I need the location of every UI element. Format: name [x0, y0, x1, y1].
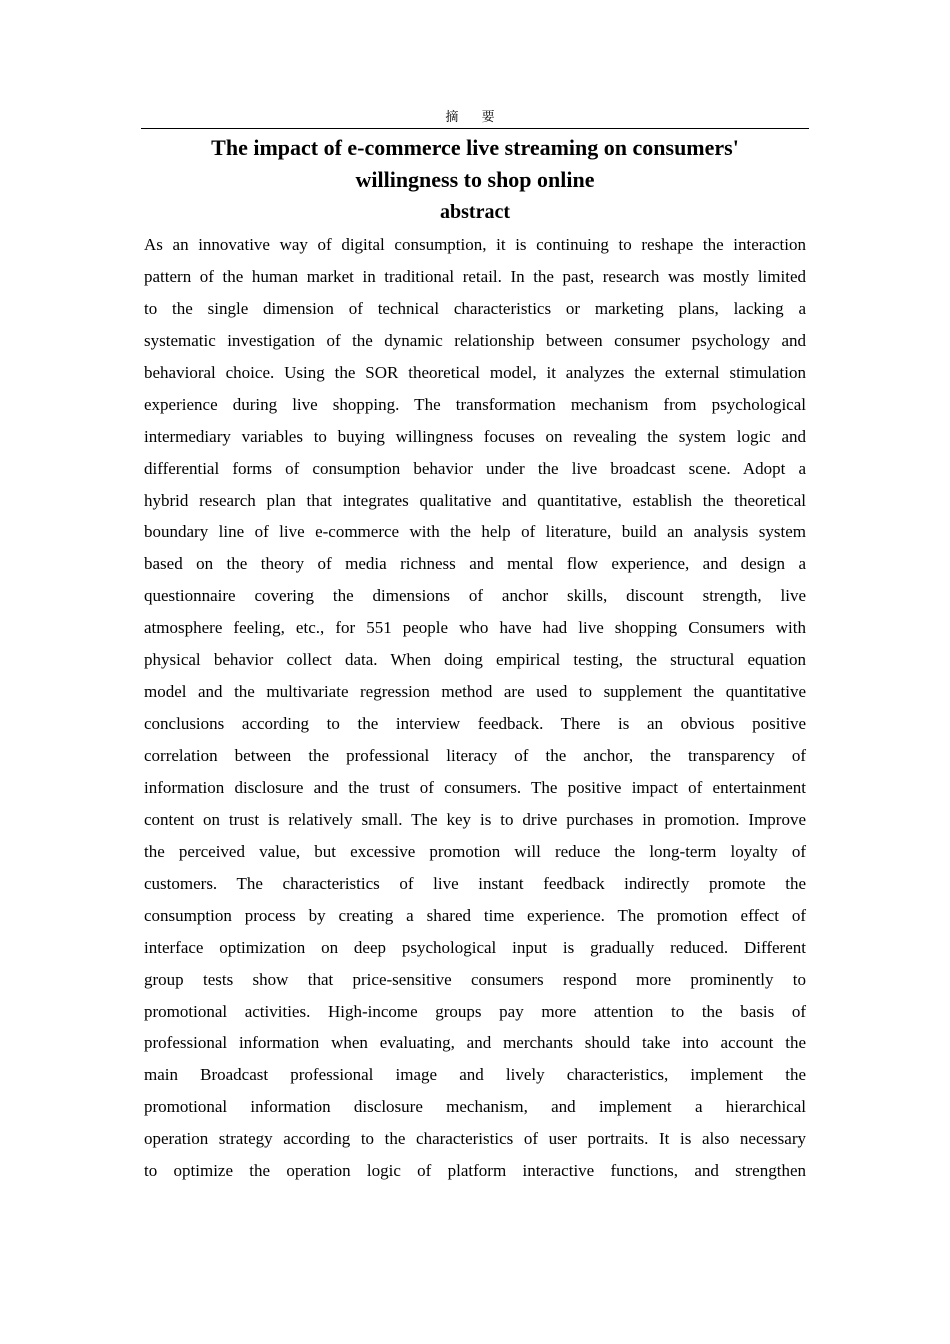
abstract-line: physical behavior collect data. When doing empirical testing, the structural equation: [144, 650, 806, 670]
abstract-line: to the single dimension of technical characteristics or marketing plans, lacking a: [144, 298, 806, 318]
abstract-heading: abstract: [440, 201, 510, 223]
abstract-line: promotional information disclosure mechanism, and implement a hierarchical: [144, 1097, 806, 1117]
abstract-line: conclusions according to the interview feedback. There is an obvious positive: [144, 714, 806, 734]
abstract-line: As an innovative way of digital consumption, it is continuing to reshape the interaction: [144, 235, 806, 254]
abstract-line: atmosphere feeling, etc., for 551 people who have had live shopping Consumers with: [144, 618, 806, 638]
page-title: [141, 132, 809, 196]
abstract-body: [144, 229, 806, 1187]
abstract-line: experience during live shopping. The transformation mechanism from psychological: [144, 394, 806, 414]
abstract-line: professional information when evaluating, and merchants should take into account the: [144, 1033, 806, 1053]
abstract-line: operation strategy according to the characteristics of user portraits. It is also necessary: [144, 1129, 806, 1149]
title-line-2: willingness to shop online: [355, 167, 595, 192]
abstract-line: intermediary variables to buying willingness focuses on revealing the system logic and: [144, 426, 806, 446]
abstract-line: boundary line of live e-commerce with the help of literature, build an analysis system: [144, 522, 806, 542]
abstract-line: consumption process by creating a shared time experience. The promotion effect of: [144, 905, 806, 925]
abstract-line: information disclosure and the trust of consumers. The positive impact of entertainment: [144, 777, 806, 797]
header-label: 摘 要: [445, 109, 505, 124]
header-rule: [141, 128, 809, 129]
abstract-line: questionnaire covering the dimensions of anchor skills, discount strength, live: [144, 586, 806, 606]
abstract-line: the perceived value, but excessive promotion will reduce the long-term loyalty of: [144, 841, 806, 861]
abstract-line: interface optimization on deep psychological input is gradually reduced. Different: [144, 937, 806, 957]
abstract-line: model and the multivariate regression method are used to supplement the quantitative: [144, 682, 806, 702]
abstract-line: content on trust is relatively small. The key is to drive purchases in promotion. Improve: [144, 809, 806, 829]
abstract-line: customers. The characteristics of live instant feedback indirectly promote the: [144, 873, 806, 893]
title-line-1: The impact of e-commerce live streaming on consumers': [211, 135, 739, 160]
abstract-line: differential forms of consumption behavior under the live broadcast scene. Adopt a: [144, 458, 806, 478]
abstract-line: behavioral choice. Using the SOR theoretical model, it analyzes the external stimulation: [144, 362, 806, 382]
abstract-line: based on the theory of media richness and mental flow experience, and design a: [144, 554, 806, 574]
abstract-line: group tests show that price-sensitive consumers respond more prominently to: [144, 969, 806, 989]
abstract-line: promotional activities. High-income groups pay more attention to the basis of: [144, 1001, 806, 1021]
abstract-line: pattern of the human market in traditional retail. In the past, research was mostly limited: [144, 266, 806, 286]
abstract-line: to optimize the operation logic of platform interactive functions, and strengthen: [144, 1161, 806, 1181]
abstract-line: main Broadcast professional image and lively characteristics, implement the: [144, 1065, 806, 1085]
abstract-line: systematic investigation of the dynamic relationship between consumer psychology and: [144, 330, 806, 350]
abstract-line: hybrid research plan that integrates qualitative and quantitative, establish the theoretical: [144, 490, 806, 510]
abstract-line: correlation between the professional literacy of the anchor, the transparency of: [144, 746, 806, 765]
